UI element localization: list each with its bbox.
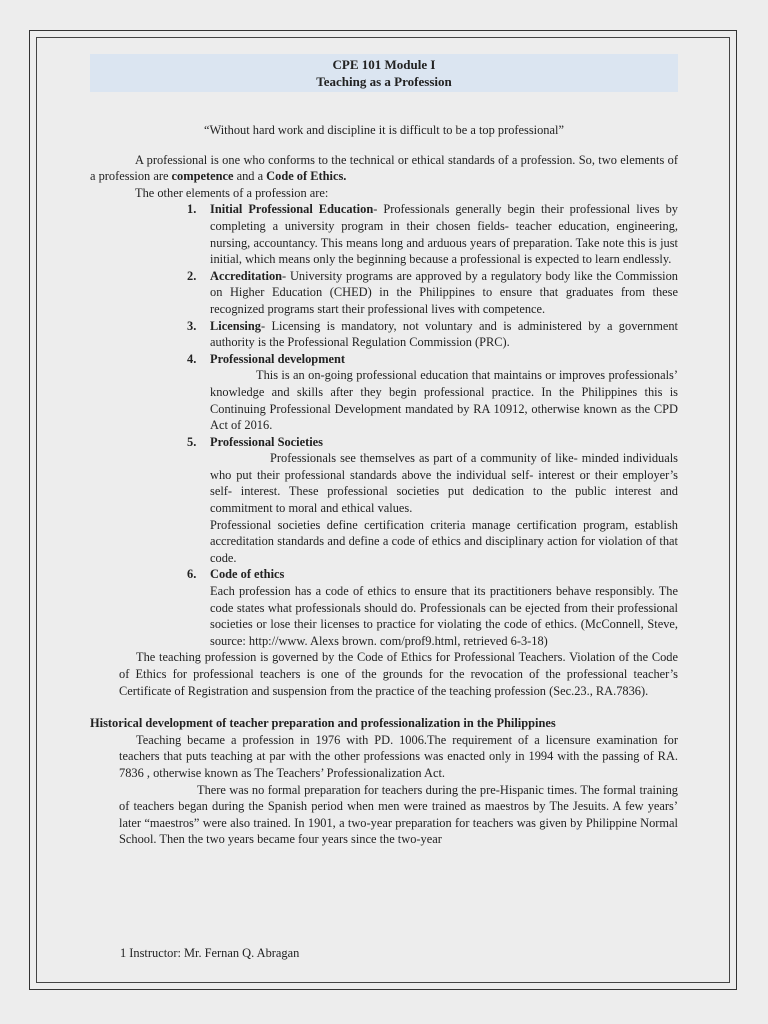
list-term: Professional Societies xyxy=(210,434,323,449)
intro-text: A professional is one who conforms to the technical or ethical standards of a profession. So, two elements of a profession are xyxy=(90,152,678,184)
list-text: Each profession has a code of ethics to ensure that its practitioners behave responsibly. The code states what professionals should do. Professionals can be ejected from their professional societies or lose their licenses to practice for violating the code of ethics. (McConnell, Steve, source: http://www. Alexs brown. com/prof9.html, retrieved 6-3-18) xyxy=(210,584,678,648)
list-text: Professionals see themselves as part of a community of like- minded individuals who put their professional standards above the individual self- interest or their employer’s self- interest. These professional societies put dedication to the public interest and commitment to moral and ethical values. xyxy=(210,451,678,516)
list-number: 6. xyxy=(187,567,197,582)
list-term: Code of ethics xyxy=(210,567,285,582)
history-paragraph: Teaching became a profession in 1976 with PD. 1006.The requirement of a licensure examination for teachers that puts teaching at par with the other professions was enacted only in 1994 with the passing of RA. 7836 , otherwise known as The Teachers’ Professionalization Act. xyxy=(119,732,678,780)
elements-lead: The other elements of a profession are: xyxy=(135,185,329,200)
list-number: 5. xyxy=(187,434,197,449)
list-text: - University programs are approved by a regulatory body like the Commission on Higher Education (CHED) in the Philippines to ensure that graduates from these recognized programs start their professional lives with competence. xyxy=(210,268,678,316)
governed-paragraph: The teaching profession is governed by the Code of Ethics for Professional Teachers. Violation of the Code of Ethics for professional teachers is one of the grounds for the revocation of the professional teacher’s Certificate of Registration and suspension from the practice of the teaching profession (Sec.23., RA.7836). xyxy=(119,650,678,698)
list-text: Professional societies define certification criteria manage certification program, establish accreditation standards and define a code of ethics and disciplinary action for violation of that code. xyxy=(210,517,678,565)
list-text: - Licensing is mandatory, not voluntary and is administered by a government authority is the Professional Regulation Commission (PRC). xyxy=(210,318,678,350)
module-header xyxy=(90,54,678,92)
module-code: CPE 101 Module I xyxy=(332,57,436,72)
intro-code-of-ethics: Code of Ethics. xyxy=(266,169,347,184)
list-number: 3. xyxy=(187,318,197,333)
page-footer: 1 Instructor: Mr. Fernan Q. Abragan xyxy=(120,946,300,960)
list-item xyxy=(90,351,678,434)
list-item xyxy=(90,268,678,318)
list-term: Accreditation xyxy=(210,268,283,283)
list-term: Licensing xyxy=(210,318,261,333)
intro-paragraph xyxy=(90,152,678,185)
opening-quote: “Without hard work and discipline it is difficult to be a top professional” xyxy=(204,123,564,137)
elements-list xyxy=(90,201,678,649)
list-text: This is an on-going professional education that maintains or improves professionals’ knowledge and skills after they begin professional practice. In the Philippines this is Continuing Professional Development mandated by RA 10912, otherwise known as the CPD Act of 2016. xyxy=(210,368,678,433)
intro-competence: competence xyxy=(171,169,234,184)
list-number: 1. xyxy=(187,202,197,217)
list-number: 2. xyxy=(187,268,197,283)
list-item xyxy=(90,434,678,567)
history-paragraph: There was no formal preparation for teachers during the pre-Hispanic times. The formal training of teachers began during the Spanish period when men were trained as maestros by The Jesuits. A few years’ later “maestros” were also trained. In 1901, a two-year preparation for teachers was given by Philippine Normal School. Then the two years became four years since the two-year xyxy=(119,782,678,847)
list-term: Professional development xyxy=(210,351,346,366)
list-item xyxy=(90,201,678,267)
list-term: Initial Professional Education xyxy=(210,202,374,217)
list-text: - Professionals generally begin their professional lives by completing a university program in their chosen fields- teacher education, engineering, nursing, accountancy. This means long and arduous years of preparation. Take note this is just initial, which means only the beginning because a professional is expected to learn endlessly. xyxy=(210,202,679,267)
module-title: Teaching as a Profession xyxy=(316,74,452,89)
list-item xyxy=(90,566,678,649)
section-heading: Historical development of teacher preparation and professionalization in the Philippines xyxy=(90,716,556,731)
intro-and: and a xyxy=(233,169,267,184)
list-item xyxy=(90,318,678,351)
document-body xyxy=(90,122,678,848)
list-number: 4. xyxy=(187,351,197,366)
